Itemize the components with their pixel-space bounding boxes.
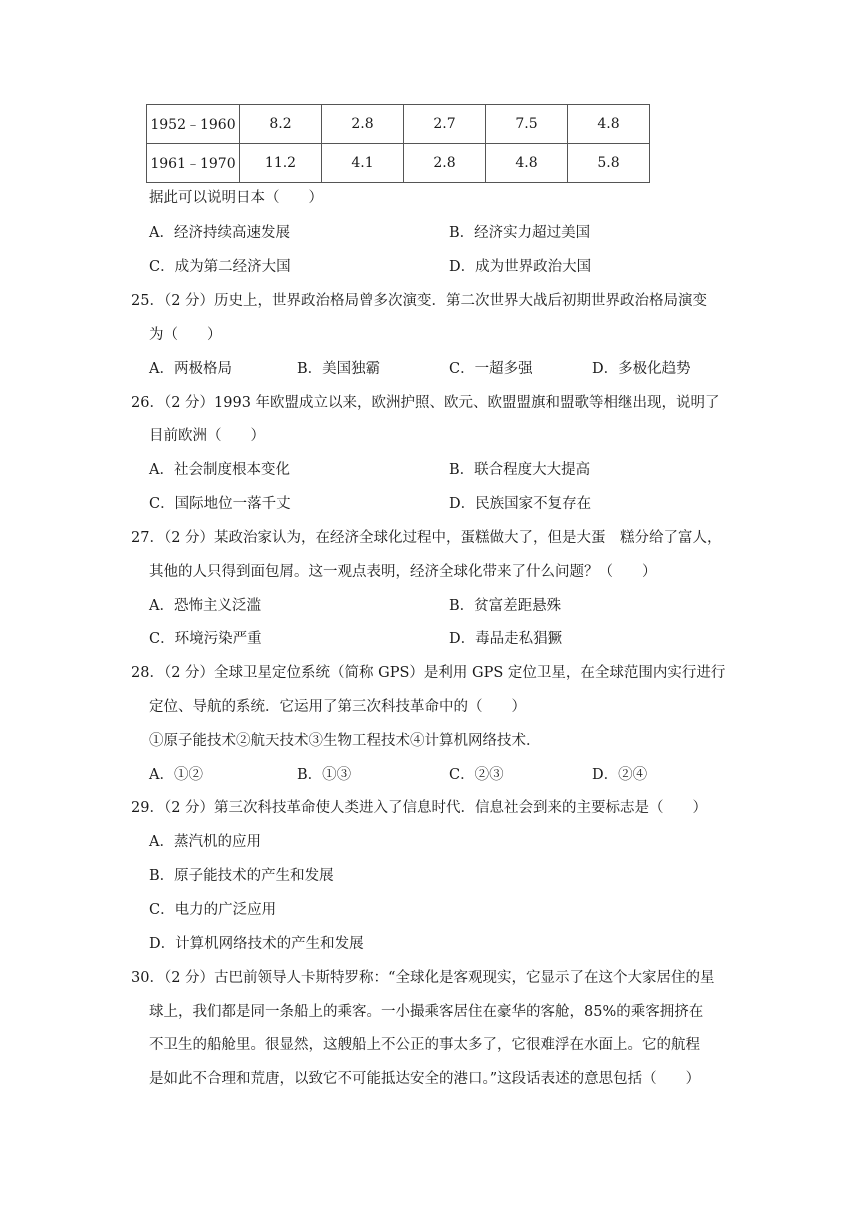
option-c[interactable]: C．环境污染严重 (149, 631, 262, 647)
question-25-line: 25．（2 分）历史上，世界政治格局曾多次演变．第二次世界大战后初期世界政治格局演变 (131, 293, 708, 309)
question-30-line: 30．（2 分）古巴前领导人卡斯特罗称：“全球化是客观现实，它显示了在这个大家居住的星 (131, 970, 715, 986)
table-row (147, 144, 650, 183)
table-cell: 4.1 (322, 144, 404, 183)
option-c[interactable]: C．电力的广泛应用 (149, 902, 277, 918)
question-30-line: 球上，我们都是同一条船上的乘客。一小撮乘客居住在豪华的客舱，85%的乘客拥挤在 (149, 1004, 704, 1020)
table-cell: 4.8 (486, 144, 568, 183)
option-c[interactable]: C．成为第二经济大国 (149, 259, 291, 275)
option-d[interactable]: D．计算机网络技术的产生和发展 (149, 936, 364, 952)
question-30-line: 不卫生的船舱里。很显然，这艘船上不公正的事太多了，它很难浮在水面上。它的航程 (149, 1037, 700, 1053)
table-row (147, 105, 650, 144)
question-stem: 据此可以说明日本（ ） (149, 190, 323, 206)
option-d[interactable]: D．成为世界政治大国 (449, 259, 592, 275)
option-a[interactable]: A．社会制度根本变化 (149, 462, 290, 478)
option-d[interactable]: D．②④ (592, 767, 648, 783)
question-25-line: 为（ ） (149, 327, 222, 343)
table-cell: 11.2 (240, 144, 322, 183)
table-cell: 8.2 (240, 105, 322, 144)
table-cell: 2.8 (404, 144, 486, 183)
option-a[interactable]: A．蒸汽机的应用 (149, 834, 261, 850)
option-a[interactable]: A．恐怖主义泛滥 (149, 598, 261, 614)
table-cell: 2.8 (322, 105, 404, 144)
table-cell: 2.7 (404, 105, 486, 144)
question-27-line: 其他的人只得到面包屑。这一观点表明，经济全球化带来了什么问题？（ ） (149, 564, 657, 580)
table-cell: 4.8 (568, 105, 650, 144)
question-27-line: 27．（2 分）某政治家认为，在经济全球化过程中，蛋糕做大了，但是大蛋 糕分给了富人， (131, 530, 722, 546)
option-c[interactable]: C．②③ (449, 767, 504, 783)
option-a[interactable]: A．两极格局 (149, 361, 232, 377)
option-d[interactable]: D．民族国家不复存在 (449, 496, 592, 512)
option-b[interactable]: B．原子能技术的产生和发展 (149, 868, 334, 884)
table-cell: 7.5 (486, 105, 568, 144)
option-d[interactable]: D．毒品走私猖獗 (449, 631, 563, 647)
option-b[interactable]: B．贫富差距悬殊 (449, 598, 562, 614)
option-b[interactable]: B．美国独霸 (297, 361, 381, 377)
question-26-line: 目前欧洲（ ） (149, 428, 265, 444)
question-30-line: 是如此不合理和荒唐，以致它不可能抵达安全的港口。”这段话表述的意思包括（ ） (149, 1071, 701, 1087)
option-b[interactable]: B．①③ (297, 767, 352, 783)
data-table (146, 104, 650, 183)
option-b[interactable]: B．联合程度大大提高 (449, 462, 591, 478)
option-a[interactable]: A．①② (149, 767, 203, 783)
question-28-line: ①原子能技术②航天技术③生物工程技术④计算机网络技术． (149, 733, 541, 749)
question-26-line: 26．（2 分）1993 年欧盟成立以来，欧洲护照、欧元、欧盟盟旗和盟歌等相继出现，说明了 (131, 395, 720, 411)
question-29-line: 29．（2 分）第三次科技革命使人类进入了信息时代．信息社会到来的主要标志是（ ） (131, 800, 708, 816)
table-cell: 5.8 (568, 144, 650, 183)
table-cell: 1961﹣1970 (147, 144, 240, 183)
option-a[interactable]: A．经济持续高速发展 (149, 225, 290, 241)
option-d[interactable]: D．多极化趋势 (592, 361, 691, 377)
table-cell: 1952﹣1960 (147, 105, 240, 144)
question-28-line: 28．（2 分）全球卫星定位系统（简称 GPS）是利用 GPS 定位卫星，在全球范围内实行进行 (131, 665, 726, 681)
option-b[interactable]: B．经济实力超过美国 (449, 225, 591, 241)
question-28-line: 定位、导航的系统．它运用了第三次科技革命中的（ ） (149, 699, 526, 715)
option-c[interactable]: C．国际地位一落千丈 (149, 496, 291, 512)
option-c[interactable]: C．一超多强 (449, 361, 533, 377)
